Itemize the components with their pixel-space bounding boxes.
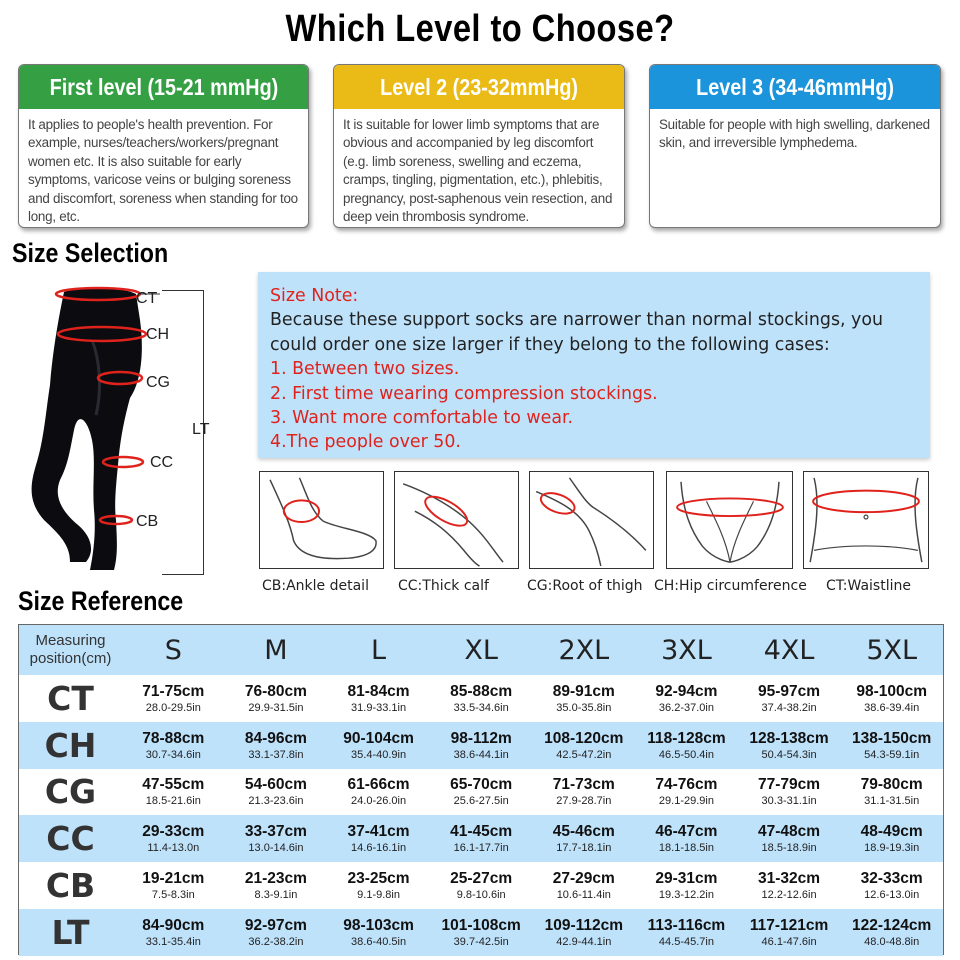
size-cm-value: 47-48cm <box>758 823 821 841</box>
size-header: 3XL <box>661 634 712 666</box>
figure-label-cb: CB <box>136 513 159 530</box>
size-cm-value: 79-80cm <box>860 776 923 794</box>
size-inch-value: 42.5-47.2in <box>556 748 612 761</box>
size-cm-value: 54-60cm <box>244 776 307 794</box>
waist-icon <box>804 472 928 568</box>
table-row <box>19 815 943 862</box>
size-cm-value: 138-150cm <box>852 729 932 747</box>
size-note-item: 1. Between two sizes. <box>270 359 460 380</box>
size-cm-value: 122-124cm <box>852 916 932 934</box>
size-cell <box>738 815 841 862</box>
page-title: Which Level to Choose? <box>285 8 675 50</box>
size-cm-value: 76-80cm <box>244 682 307 700</box>
calf-icon <box>395 472 518 568</box>
size-cm-value: 92-97cm <box>244 916 307 934</box>
level-card-second <box>333 64 625 228</box>
level-card-heading <box>19 65 308 109</box>
thumbnail-caption: CC:Thick calf <box>398 578 489 594</box>
size-cell <box>327 909 430 956</box>
size-cm-value: 19-21cm <box>142 870 205 888</box>
size-cell <box>122 862 225 909</box>
size-cell <box>430 815 533 862</box>
size-cm-value: 48-49cm <box>860 823 923 841</box>
size-cm-value: 128-138cm <box>749 729 829 747</box>
size-header: 2XL <box>558 634 610 666</box>
size-inch-value: 18.5-21.6in <box>145 795 201 808</box>
size-inch-value: 18.5-18.9in <box>761 842 817 855</box>
size-header: XL <box>464 634 498 666</box>
size-inch-value: 30.3-31.1in <box>761 795 817 808</box>
size-cell <box>430 769 533 816</box>
size-cm-value: 37-41cm <box>347 823 410 841</box>
size-cell <box>635 722 738 769</box>
size-inch-value: 9.1-9.8in <box>357 889 400 902</box>
size-cm-value: 33-37cm <box>244 823 307 841</box>
size-inch-value: 16.1-17.7in <box>453 842 509 855</box>
size-inch-value: 29.9-31.5in <box>248 701 304 714</box>
size-header: 5XL <box>866 634 918 666</box>
size-note-body: Because these support socks are narrower than normal stockings, you could order one size larger if they belong to the following cases: <box>270 310 884 355</box>
size-cm-value: 98-100cm <box>856 682 928 700</box>
measuring-position-cell: CG <box>44 772 97 812</box>
size-cm-value: 46-47cm <box>655 823 718 841</box>
size-cell <box>738 722 841 769</box>
size-cm-value: 71-73cm <box>552 776 615 794</box>
size-inch-value: 19.3-12.2in <box>658 889 714 902</box>
size-cm-value: 98-103cm <box>343 916 414 934</box>
size-cell <box>430 862 533 909</box>
size-cm-value: 89-91cm <box>552 682 615 700</box>
level-card-text: It is suitable for lower limb symptoms that are obvious and accompanied by leg discomfort (e.g. limb soreness, swelling and eczema, cramps, tingling, pigmentation, etc.), phlebitis, pregnancy, post-saphenous vein resection, and deep vein thrombosis syndrome. <box>343 117 613 225</box>
size-inch-value: 13.0-14.6in <box>248 842 304 855</box>
size-inch-value: 46.1-47.6in <box>761 935 817 948</box>
size-inch-value: 35.4-40.9in <box>351 748 407 761</box>
size-cell <box>738 675 841 722</box>
size-cm-value: 117-121cm <box>749 916 829 934</box>
size-inch-value: 33.1-35.4in <box>145 935 201 948</box>
thigh-icon <box>530 472 653 568</box>
measuring-position-header: Measuring position(cm) <box>29 632 112 667</box>
size-cm-value: 101-108cm <box>441 916 521 934</box>
size-cm-value: 90-104cm <box>343 729 414 747</box>
size-header: S <box>164 634 182 666</box>
size-inch-value: 38.6-39.4in <box>864 701 920 714</box>
size-cell <box>840 675 943 722</box>
level-heading-text: First level (15-21 mmHg) <box>49 73 278 100</box>
size-cell <box>122 909 225 956</box>
size-cm-value: 109-112cm <box>544 916 624 934</box>
figure-label-cg: CG <box>146 374 170 391</box>
size-inch-value: 42.9-44.1in <box>556 935 612 948</box>
size-inch-value: 7.5-8.3in <box>151 889 195 902</box>
table-row <box>19 675 943 722</box>
size-cell <box>327 815 430 862</box>
table-row <box>19 722 943 769</box>
level-card-heading <box>650 65 940 109</box>
size-cell <box>533 909 636 956</box>
size-inch-value: 10.6-11.4in <box>556 889 611 902</box>
size-cell <box>430 722 533 769</box>
size-cell <box>122 675 225 722</box>
hip-thumbnail <box>666 471 793 569</box>
level-card-heading <box>334 65 624 109</box>
size-cell <box>327 769 430 816</box>
size-cell <box>122 769 225 816</box>
size-cell <box>225 722 328 769</box>
size-cell <box>225 862 328 909</box>
size-cm-value: 71-75cm <box>142 682 205 700</box>
size-cell <box>840 909 943 956</box>
level-card-third <box>649 64 941 228</box>
size-cm-value: 118-128cm <box>647 729 726 747</box>
size-cell <box>840 722 943 769</box>
hip-icon <box>667 472 792 568</box>
size-cell <box>635 862 738 909</box>
size-inch-value: 12.6-13.0in <box>864 889 920 902</box>
size-inch-value: 48.0-48.8in <box>864 935 920 948</box>
size-inch-value: 9.8-10.6in <box>456 889 506 902</box>
level-heading-text: Level 2 (23-32mmHg) <box>380 73 578 100</box>
size-inch-value: 25.6-27.5in <box>453 795 509 808</box>
size-inch-value: 18.1-18.5in <box>658 842 714 855</box>
size-inch-value: 36.2-38.2in <box>248 935 304 948</box>
figure-label-ch: CH <box>146 326 170 343</box>
thumbnail-caption: CH:Hip circumference <box>654 578 807 594</box>
size-inch-value: 33.1-37.8in <box>248 748 304 761</box>
size-inch-value: 33.5-34.6in <box>453 701 509 714</box>
size-cm-value: 45-46cm <box>552 823 615 841</box>
size-cm-value: 29-33cm <box>142 823 205 841</box>
size-cm-value: 31-32cm <box>758 870 821 888</box>
size-inch-value: 8.3-9.1in <box>254 889 298 902</box>
size-cm-value: 84-96cm <box>244 729 307 747</box>
figure-label-lt: LT <box>192 421 210 438</box>
size-cell <box>430 909 533 956</box>
size-inch-value: 12.2-12.6in <box>761 889 817 902</box>
size-cell <box>533 769 636 816</box>
size-cell <box>430 675 533 722</box>
size-cell <box>635 769 738 816</box>
size-cm-value: 95-97cm <box>758 682 821 700</box>
size-cell <box>225 815 328 862</box>
size-cm-value: 21-23cm <box>244 870 307 888</box>
table-row <box>19 862 943 909</box>
size-cell <box>533 862 636 909</box>
size-cell <box>533 722 636 769</box>
size-cell <box>635 675 738 722</box>
size-inch-value: 31.1-31.5in <box>864 795 920 808</box>
size-cell <box>327 675 430 722</box>
measuring-position-cell: CT <box>47 678 94 718</box>
size-cell <box>533 815 636 862</box>
size-cm-value: 81-84cm <box>347 682 410 700</box>
table-row <box>19 769 943 816</box>
size-header: L <box>371 634 387 666</box>
size-cell <box>738 909 841 956</box>
size-cm-value: 27-29cm <box>552 870 615 888</box>
figure-label-cc: CC <box>150 454 174 471</box>
measuring-position-cell: CH <box>44 725 97 765</box>
size-cell <box>533 675 636 722</box>
size-cm-value: 84-90cm <box>142 916 205 934</box>
size-inch-value: 27.9-28.7in <box>556 795 612 808</box>
size-inch-value: 21.3-23.6in <box>248 795 304 808</box>
size-inch-value: 24.0-26.0in <box>351 795 407 808</box>
size-cell <box>327 722 430 769</box>
table-header-row <box>19 625 943 675</box>
size-header: 4XL <box>763 634 815 666</box>
size-inch-value: 29.1-29.9in <box>658 795 714 808</box>
size-inch-value: 38.6-40.5in <box>351 935 407 948</box>
size-cm-value: 61-66cm <box>347 776 410 794</box>
size-table <box>18 624 944 955</box>
size-cm-value: 92-94cm <box>655 682 718 700</box>
waist-thumbnail <box>803 471 929 569</box>
level-card-text: It applies to people's health prevention. For example, nurses/teachers/workers/pregnant women etc. It is also suitable for early symptoms, varicose veins or bulging soreness and discomfort, soreness when standing for too long, etc. <box>28 117 298 225</box>
size-inch-value: 11.4-13.0n <box>147 842 200 855</box>
figure-label-ct: CT <box>136 290 158 307</box>
calf-thumbnail <box>394 471 519 569</box>
size-cell <box>738 769 841 816</box>
size-cm-value: 74-76cm <box>655 776 718 794</box>
size-cell <box>327 862 430 909</box>
size-inch-value: 54.3-59.1in <box>864 748 920 761</box>
size-inch-value: 38.6-44.1in <box>453 748 509 761</box>
size-cm-value: 23-25cm <box>347 870 410 888</box>
size-cell <box>840 862 943 909</box>
ankle-thumbnail <box>259 471 384 569</box>
size-note-heading: Size Note: <box>270 286 359 306</box>
size-note-item: 2. First time wearing compression stockings. <box>270 383 658 404</box>
size-selection-title: Size Selection <box>12 238 169 268</box>
size-inch-value: 17.7-18.1in <box>556 842 612 855</box>
measuring-position-cell: CC <box>46 819 95 859</box>
measuring-position-cell: LT <box>51 912 90 952</box>
size-cell <box>840 769 943 816</box>
measuring-position-cell: CB <box>45 866 96 906</box>
size-inch-value: 44.5-45.7in <box>658 935 714 948</box>
level-card-text: Suitable for people with high swelling, darkened skin, and irreversible lymphedema. <box>659 117 930 151</box>
size-cell <box>225 769 328 816</box>
size-cm-value: 47-55cm <box>142 776 205 794</box>
size-note <box>258 272 930 458</box>
stocking-figure <box>20 280 220 580</box>
size-inch-value: 37.4-38.2in <box>761 701 817 714</box>
size-cm-value: 65-70cm <box>450 776 513 794</box>
size-cm-value: 98-112m <box>450 729 512 747</box>
size-cell <box>122 815 225 862</box>
size-cell <box>738 862 841 909</box>
size-note-item: 3. Want more comfortable to wear. <box>270 408 574 429</box>
thigh-thumbnail <box>529 471 654 569</box>
size-cm-value: 77-79cm <box>758 776 821 794</box>
size-cm-value: 78-88cm <box>142 729 205 747</box>
size-cell <box>225 675 328 722</box>
size-cell <box>122 722 225 769</box>
table-row <box>19 909 943 956</box>
size-inch-value: 18.9-19.3in <box>864 842 920 855</box>
size-inch-value: 28.0-29.5in <box>145 701 201 714</box>
size-inch-value: 39.7-42.5in <box>453 935 509 948</box>
size-inch-value: 35.0-35.8in <box>556 701 612 714</box>
size-note-item: 4.The people over 50. <box>270 432 461 453</box>
size-cm-value: 85-88cm <box>450 682 513 700</box>
size-cm-value: 25-27cm <box>450 870 513 888</box>
thumbnail-caption: CB:Ankle detail <box>262 578 369 594</box>
size-cm-value: 29-31cm <box>655 870 718 888</box>
size-cell <box>225 909 328 956</box>
size-cm-value: 32-33cm <box>860 870 923 888</box>
size-header: M <box>264 634 288 666</box>
thumbnail-caption: CG:Root of thigh <box>527 578 643 594</box>
size-cm-value: 41-45cm <box>450 823 513 841</box>
size-cm-value: 108-120cm <box>544 729 624 747</box>
size-inch-value: 46.5-50.4in <box>658 748 714 761</box>
size-reference-title: Size Reference <box>18 586 184 616</box>
size-cm-value: 113-116cm <box>647 916 726 934</box>
size-inch-value: 50.4-54.3in <box>761 748 817 761</box>
size-inch-value: 14.6-16.1in <box>351 842 407 855</box>
level-heading-text: Level 3 (34-46mmHg) <box>696 73 894 100</box>
size-inch-value: 30.7-34.6in <box>145 748 201 761</box>
ankle-icon <box>260 472 383 568</box>
size-cell <box>635 815 738 862</box>
size-inch-value: 31.9-33.1in <box>351 701 407 714</box>
size-cell <box>840 815 943 862</box>
size-cell <box>635 909 738 956</box>
size-inch-value: 36.2-37.0in <box>658 701 714 714</box>
level-card-first <box>18 64 309 228</box>
thumbnail-caption: CT:Waistline <box>826 578 911 594</box>
